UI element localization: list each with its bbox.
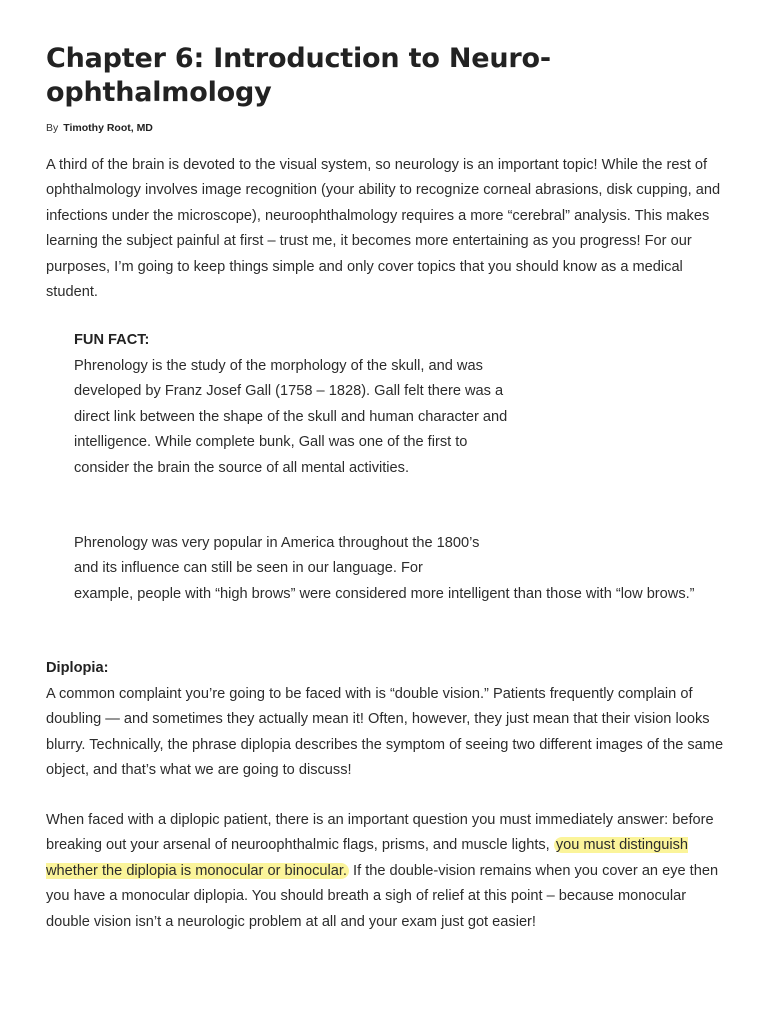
author-name[interactable]: Timothy Root, MD: [63, 122, 153, 134]
diplopia-text-after: If the double-vision remains when you cover an eye then you have a monocular diplopia. You should breath a sigh of relief at this point – because monocular double vision isn’t a neurologic problem at all and your exam just got easier!: [46, 862, 719, 930]
diplopia-heading: Diplopia:: [46, 660, 109, 676]
fun-fact-line-2: and its influence can still be seen in our language. For: [74, 560, 423, 577]
fun-fact-paragraph-1: Phrenology is the study of the morphology of the skull, and was developed by Franz Josef Gall (1758 – 1828). Gall felt there was a direct link between the shape of the skull and human character and intelligence. While complete bunk, Gall was one of the first to consider the brain the source of all mental activities.: [74, 358, 508, 476]
fun-fact-paragraph-2: [74, 531, 730, 607]
diplopia-paragraph-2: [46, 808, 730, 935]
fun-fact-line-rest: example, people with “high brows” were considered more intelligent than those with “low brows.”: [74, 585, 695, 602]
byline-prefix: By: [46, 122, 59, 134]
intro-paragraph: A third of the brain is devoted to the visual system, so neurology is an important topic! While the rest of ophthalmology involves image recognition (your ability to recognize corneal abrasions, disk cupping, and infections under the microscope), neuroophthalmology requires a more “cerebral” analysis. This makes learning the subject painful at first – trust me, it becomes more entertaining as you progress! For our purposes, I’m going to keep things simple and only cover topics that you should know as a medical student.: [46, 157, 721, 301]
page-title: Chapter 6: Introduction to Neuro-ophthalmology: [46, 43, 551, 108]
diplopia-text-before: When faced with a diplopic patient, there is an important question you must immediately answer: before breaking out your arsenal of neuroophthalmic flags, prisms, and muscle lights,: [46, 812, 714, 854]
highlighted-text: you must distinguish whether the diplopia is monocular or binocular.: [46, 837, 689, 879]
byline: [46, 121, 153, 135]
fun-fact-heading: FUN FACT:: [74, 332, 150, 348]
diplopia-paragraph-1: A common complaint you’re going to be faced with is “double vision.” Patients frequently complain of doubling — and sometimes they actually mean it! Often, however, they just mean that their vision looks blurry. Technically, the phrase diplopia describes the symptom of seeing two different images of the same object, and that’s what we are going to discuss!: [46, 686, 724, 779]
fun-fact-line-1: Phrenology was very popular in America throughout the 1800’s: [74, 535, 480, 551]
